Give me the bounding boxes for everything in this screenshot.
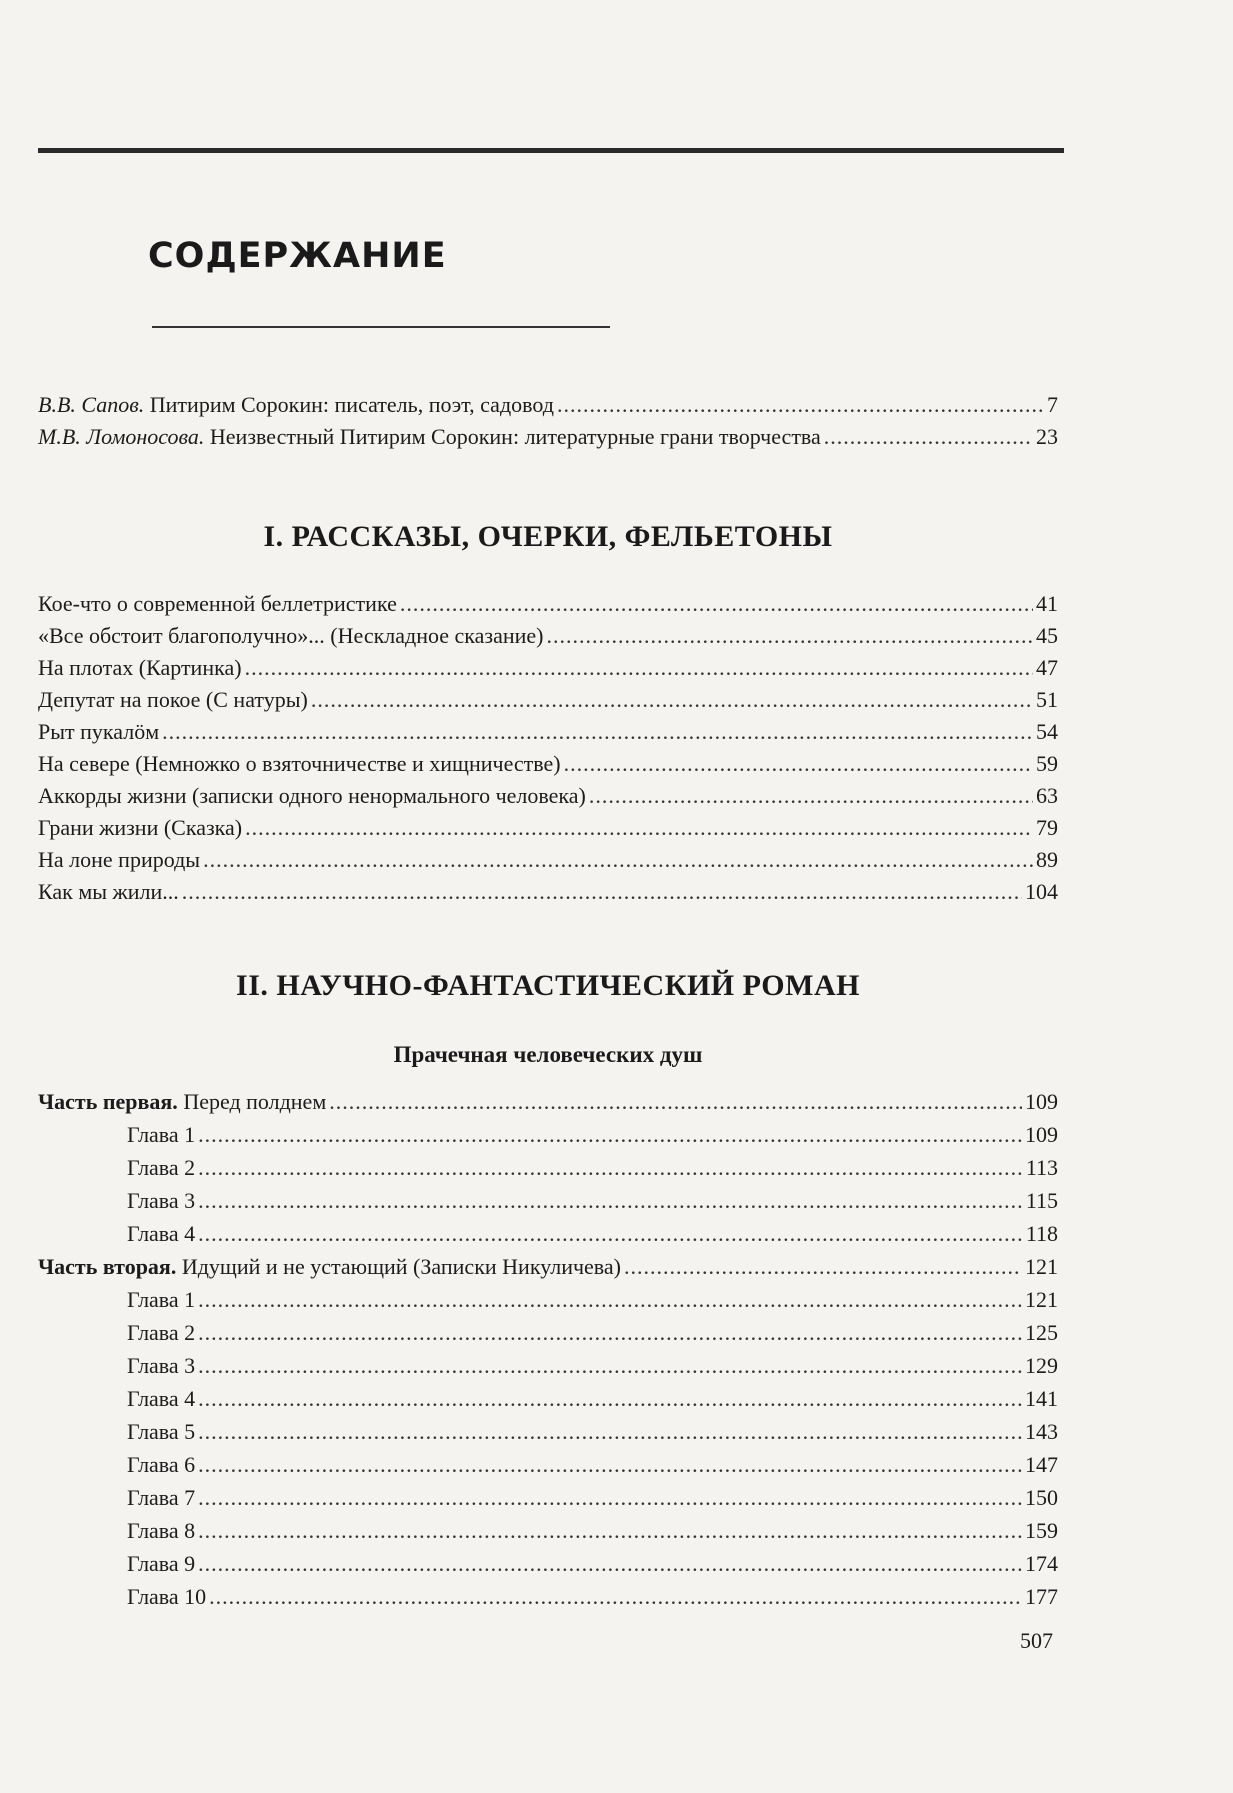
entry-page: 51 (1036, 687, 1058, 712)
entry-page: 174 (1025, 1551, 1058, 1576)
dot-leader (547, 621, 1033, 651)
entry-title: Рыт пукалӧм (38, 719, 160, 744)
dot-leader (182, 877, 1022, 907)
dot-leader (245, 653, 1033, 683)
chapter-title: Глава 3 (127, 1353, 196, 1378)
entry-page: 118 (1025, 1221, 1058, 1246)
toc-chapter (127, 1219, 1058, 1249)
dot-leader (198, 1318, 1022, 1348)
entry-page: 177 (1025, 1584, 1058, 1609)
dot-leader (198, 1483, 1022, 1513)
entry-title: Грани жизни (Сказка) (38, 815, 243, 840)
toc-chapter (127, 1483, 1058, 1513)
part-label: Часть первая. (38, 1089, 178, 1114)
toc-chapter (127, 1384, 1058, 1414)
toc-entry (38, 653, 1058, 683)
entry-page: 159 (1025, 1518, 1058, 1543)
entry-title: На севере (Немножко о взяточничестве и хищничестве) (38, 751, 561, 776)
dot-leader (198, 1153, 1023, 1183)
chapter-title: Глава 2 (127, 1320, 196, 1345)
chapter-title: Глава 5 (127, 1419, 196, 1444)
toc-chapter (127, 1120, 1058, 1150)
toc-entry (38, 717, 1058, 747)
toc-entry (38, 877, 1058, 907)
toc-entry (38, 781, 1058, 811)
dot-leader (589, 781, 1033, 811)
entry-title: Кое-что о современной беллетристике (38, 591, 397, 616)
chapter-title: Глава 8 (127, 1518, 196, 1543)
toc-part-1 (38, 1087, 1058, 1117)
entry-page: 59 (1036, 751, 1058, 776)
toc-chapter (127, 1318, 1058, 1348)
top-rule (38, 148, 1064, 153)
entry-page: 121 (1025, 1287, 1058, 1312)
entry-page: 115 (1025, 1188, 1058, 1213)
chapter-title: Глава 3 (127, 1188, 196, 1213)
entry-page: 143 (1025, 1419, 1058, 1444)
chapter-title: Глава 6 (127, 1452, 196, 1477)
dot-leader (198, 1516, 1022, 1546)
entry-page: 125 (1025, 1320, 1058, 1345)
dot-leader (162, 717, 1033, 747)
entry-page: 104 (1025, 879, 1058, 904)
dot-leader (624, 1252, 1022, 1282)
toc-chapter (127, 1285, 1058, 1315)
entry-title: На лоне природы (38, 847, 201, 872)
dot-leader (198, 1285, 1022, 1315)
entry-page: 79 (1036, 815, 1058, 840)
dot-leader (564, 749, 1033, 779)
dot-leader (198, 1351, 1022, 1381)
dot-leader (198, 1450, 1022, 1480)
dot-leader (311, 685, 1033, 715)
section-heading-2: II. НАУЧНО-ФАНТАСТИЧЕСКИЙ РОМАН (236, 969, 860, 1002)
toc-chapter (127, 1516, 1058, 1546)
dot-leader (209, 1582, 1022, 1612)
entry-page: 23 (1036, 424, 1058, 449)
entry-page: 47 (1036, 655, 1058, 680)
toc-chapter (127, 1450, 1058, 1480)
entry-title: На плотах (Картинка) (38, 655, 242, 680)
entry-page: 113 (1025, 1155, 1058, 1180)
entry-page: 121 (1025, 1254, 1058, 1279)
novel-title: Прачечная человеческих душ (393, 1042, 703, 1067)
part-label: Часть вторая. (38, 1254, 177, 1279)
chapter-title: Глава 10 (127, 1584, 207, 1609)
page-number: 507 (1020, 1628, 1053, 1653)
toc-chapter (127, 1186, 1058, 1216)
entry-title: Питирим Сорокин: писатель, поэт, садовод (144, 392, 554, 417)
entry-page: 109 (1025, 1089, 1058, 1114)
entry-title: Как мы жили... (38, 879, 179, 904)
toc-part-2 (38, 1252, 1058, 1282)
chapter-title: Глава 7 (127, 1485, 196, 1510)
dot-leader (198, 1219, 1023, 1249)
dot-leader (824, 422, 1033, 452)
entry-title: Депутат на покое (С натуры) (38, 687, 308, 712)
entry-page: 89 (1036, 847, 1058, 872)
section-heading-1: I. РАССКАЗЫ, ОЧЕРКИ, ФЕЛЬЕТОНЫ (263, 520, 833, 553)
toc-entry (38, 749, 1058, 779)
entry-page: 141 (1025, 1386, 1058, 1411)
entry-page: 129 (1025, 1353, 1058, 1378)
entry-page: 109 (1025, 1122, 1058, 1147)
toc-chapter (127, 1417, 1058, 1447)
entry-page: 41 (1036, 591, 1058, 616)
chapter-title: Глава 4 (127, 1386, 196, 1411)
chapter-title: Глава 1 (127, 1287, 196, 1312)
entry-title: Аккорды жизни (записки одного ненормального человека) (38, 783, 586, 808)
chapter-title: Глава 4 (127, 1221, 196, 1246)
title-underline (152, 326, 610, 328)
toc-chapter (127, 1153, 1058, 1183)
entry-author: М.В. Ломоносова. (38, 424, 205, 449)
toc-entry (38, 813, 1058, 843)
part-title: Идущий и не устающий (Записки Никуличева) (176, 1254, 621, 1279)
toc-chapter (127, 1351, 1058, 1381)
contents-title: СОДЕРЖАНИЕ (148, 236, 447, 276)
chapter-title: Глава 2 (127, 1155, 196, 1180)
dot-leader (198, 1186, 1023, 1216)
toc-entry-intro-1 (38, 390, 1058, 420)
chapter-title: Глава 9 (127, 1551, 196, 1576)
entry-page: 7 (1047, 392, 1058, 417)
toc-entry (38, 845, 1058, 875)
dot-leader (198, 1384, 1022, 1414)
toc-entry-intro-2 (38, 422, 1058, 452)
entry-page: 147 (1025, 1452, 1058, 1477)
entry-author: В.В. Сапов. (38, 392, 145, 417)
entry-page: 45 (1036, 623, 1058, 648)
part-title: Перед полднем (177, 1089, 327, 1114)
dot-leader (245, 813, 1033, 843)
entry-title: Неизвестный Питирим Сорокин: литературные грани творчества (204, 424, 821, 449)
dot-leader (198, 1417, 1022, 1447)
toc-entry (38, 621, 1058, 651)
entry-page: 54 (1036, 719, 1058, 744)
toc-entry (38, 685, 1058, 715)
entry-page: 63 (1036, 783, 1058, 808)
entry-page: 150 (1025, 1485, 1058, 1510)
toc-chapter (127, 1549, 1058, 1579)
dot-leader (557, 390, 1044, 420)
dot-leader (203, 845, 1033, 875)
dot-leader (400, 589, 1033, 619)
entry-title: «Все обстоит благополучно»... (Нескладное сказание) (38, 623, 544, 648)
chapter-title: Глава 1 (127, 1122, 196, 1147)
toc-entry (38, 589, 1058, 619)
toc-chapter (127, 1582, 1058, 1612)
dot-leader (198, 1120, 1022, 1150)
dot-leader (329, 1087, 1022, 1117)
dot-leader (198, 1549, 1022, 1579)
